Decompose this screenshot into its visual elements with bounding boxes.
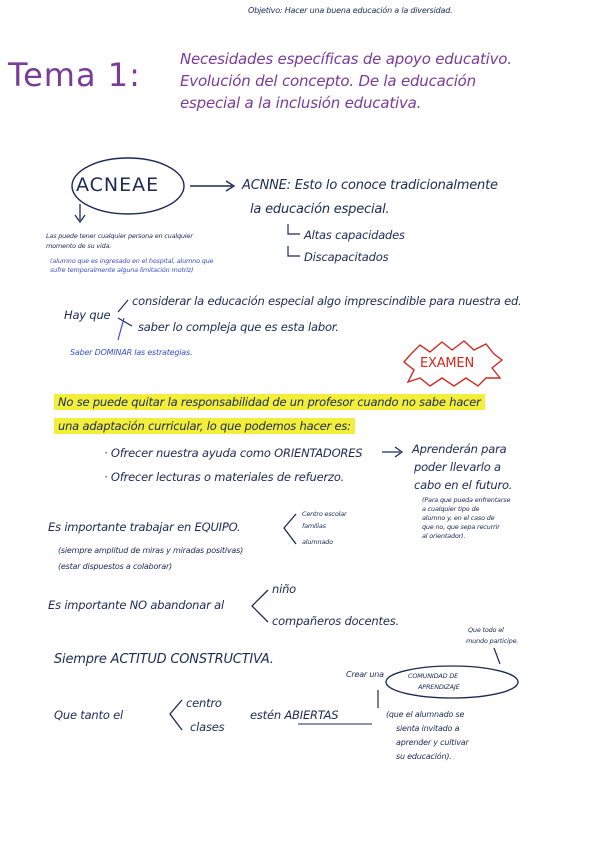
acneae-note-2b: sufre temporalmente alguna limitación motriz) bbox=[50, 266, 194, 274]
acneae-note-1: Las puede tener cualquier persona en cualquier bbox=[46, 232, 193, 240]
abandonar-text: Es importante NO abandonar al bbox=[48, 598, 224, 612]
option-orientadores: · Ofrecer nuestra ayuda como ORIENTADORES bbox=[104, 446, 363, 460]
title-tema: Tema 1: bbox=[8, 56, 141, 94]
aprenderan-1: Aprenderán para bbox=[412, 442, 507, 456]
brace-abandonar bbox=[252, 590, 268, 622]
comunidad-bubble bbox=[386, 666, 518, 698]
equipo-branch-centro: Centro escolar bbox=[302, 510, 347, 518]
abiertas-note-3: aprender y cultivar bbox=[396, 738, 469, 747]
exam-stamp-text: EXAMEN bbox=[420, 356, 474, 371]
hay-que-c: Saber DOMINAR las estrategias. bbox=[70, 348, 193, 357]
acneae-note-2: (alumno que es ingresado en el hospital, alumno que bbox=[50, 257, 214, 265]
abandonar-branch-docentes: compañeros docentes. bbox=[272, 614, 399, 628]
comunidad-crear: Crear una bbox=[346, 670, 384, 679]
comunidad-bubble-2: APRENDIZAJE bbox=[418, 683, 460, 691]
aprenderan-note-5: al orientador). bbox=[422, 532, 466, 540]
highlight-line-1: No se puede quitar la responsabilidad de un profesor cuando no sabe hacer bbox=[54, 394, 485, 410]
aprenderan-note-1: (Para que pueda enfrentarse bbox=[422, 496, 511, 504]
abiertas-note-4: su educación). bbox=[396, 752, 452, 761]
aprenderan-note-3: alumno y, en el caso de bbox=[422, 514, 495, 522]
aprenderan-3: cabo en el futuro. bbox=[414, 478, 513, 492]
aprenderan-note-2: a cualquier tipo de bbox=[422, 505, 480, 513]
objective-text: Objetivo: Hacer una buena educación a la diversidad. bbox=[248, 6, 453, 15]
item-discapacitados: Discapacitados bbox=[304, 250, 389, 264]
title-line-2: Evolución del concepto. De la educación bbox=[180, 72, 476, 90]
branch-hay-que-up bbox=[118, 300, 128, 312]
abiertas-note-2: sienta invitado a bbox=[396, 724, 460, 733]
acnne-text: ACNNE: Esto lo conoce tradicionalmente bbox=[242, 178, 498, 193]
blue-arrow bbox=[118, 318, 124, 340]
brace-equipo bbox=[284, 514, 296, 544]
branch-hay-que-down bbox=[118, 318, 132, 326]
arrow-altas bbox=[288, 224, 300, 234]
abiertas-mid: estén ABIERTAS bbox=[250, 708, 339, 722]
actitud-text: Siempre ACTITUD CONSTRUCTIVA. bbox=[54, 652, 274, 667]
title-line-3: especial a la inclusión educativa. bbox=[180, 94, 422, 112]
brace-abiertas bbox=[170, 700, 182, 730]
aprenderan-note-4: que no, que sepa recurrir bbox=[422, 523, 500, 531]
comunidad-note-1: Que todo el bbox=[468, 626, 504, 634]
abiertas-lead: Que tanto el bbox=[54, 708, 123, 722]
highlight-line-2: una adaptación curricular, lo que podemos hacer es: bbox=[54, 418, 355, 434]
arrow-discapacitados bbox=[288, 246, 300, 256]
aprenderan-2: poder llevarlo a bbox=[414, 460, 501, 474]
comunidad-bubble-1: COMUNIDAD DE bbox=[408, 672, 459, 680]
hay-que-a: considerar la educación especial algo imprescindible para nuestra ed. bbox=[132, 294, 522, 308]
option-lecturas: · Ofrecer lecturas o materiales de refuerzo. bbox=[104, 470, 345, 484]
acneae-label: ACNEAE bbox=[76, 174, 160, 196]
equipo-note-1: (siempre amplitud de miras y miradas positivas) bbox=[58, 546, 243, 555]
equipo-branch-familias: familias bbox=[302, 522, 326, 530]
abiertas-branch-clases: clases bbox=[190, 720, 225, 734]
hay-que-b: saber lo compleja que es esta labor. bbox=[138, 320, 339, 334]
equipo-branch-alumnado: alumnado bbox=[302, 538, 333, 546]
item-altas-capacidades: Altas capacidades bbox=[304, 228, 405, 242]
abiertas-note-1: (que el alumnado se bbox=[386, 710, 465, 719]
title-line-1: Necesidades específicas de apoyo educativo. bbox=[180, 50, 512, 68]
acneae-note-1b: momento de su vida. bbox=[46, 242, 112, 250]
abandonar-branch-nino: niño bbox=[272, 582, 297, 596]
acnne-text-2: la educación especial. bbox=[250, 202, 390, 217]
equipo-text: Es importante trabajar en EQUIPO. bbox=[48, 520, 241, 534]
hay-que-lead: Hay que bbox=[64, 308, 111, 322]
abiertas-branch-centro: centro bbox=[186, 696, 222, 710]
equipo-note-2: (estar dispuestos a colaborar) bbox=[58, 562, 172, 571]
arrow-quien-down bbox=[494, 648, 500, 664]
comunidad-note-2: mundo participe. bbox=[466, 637, 519, 645]
